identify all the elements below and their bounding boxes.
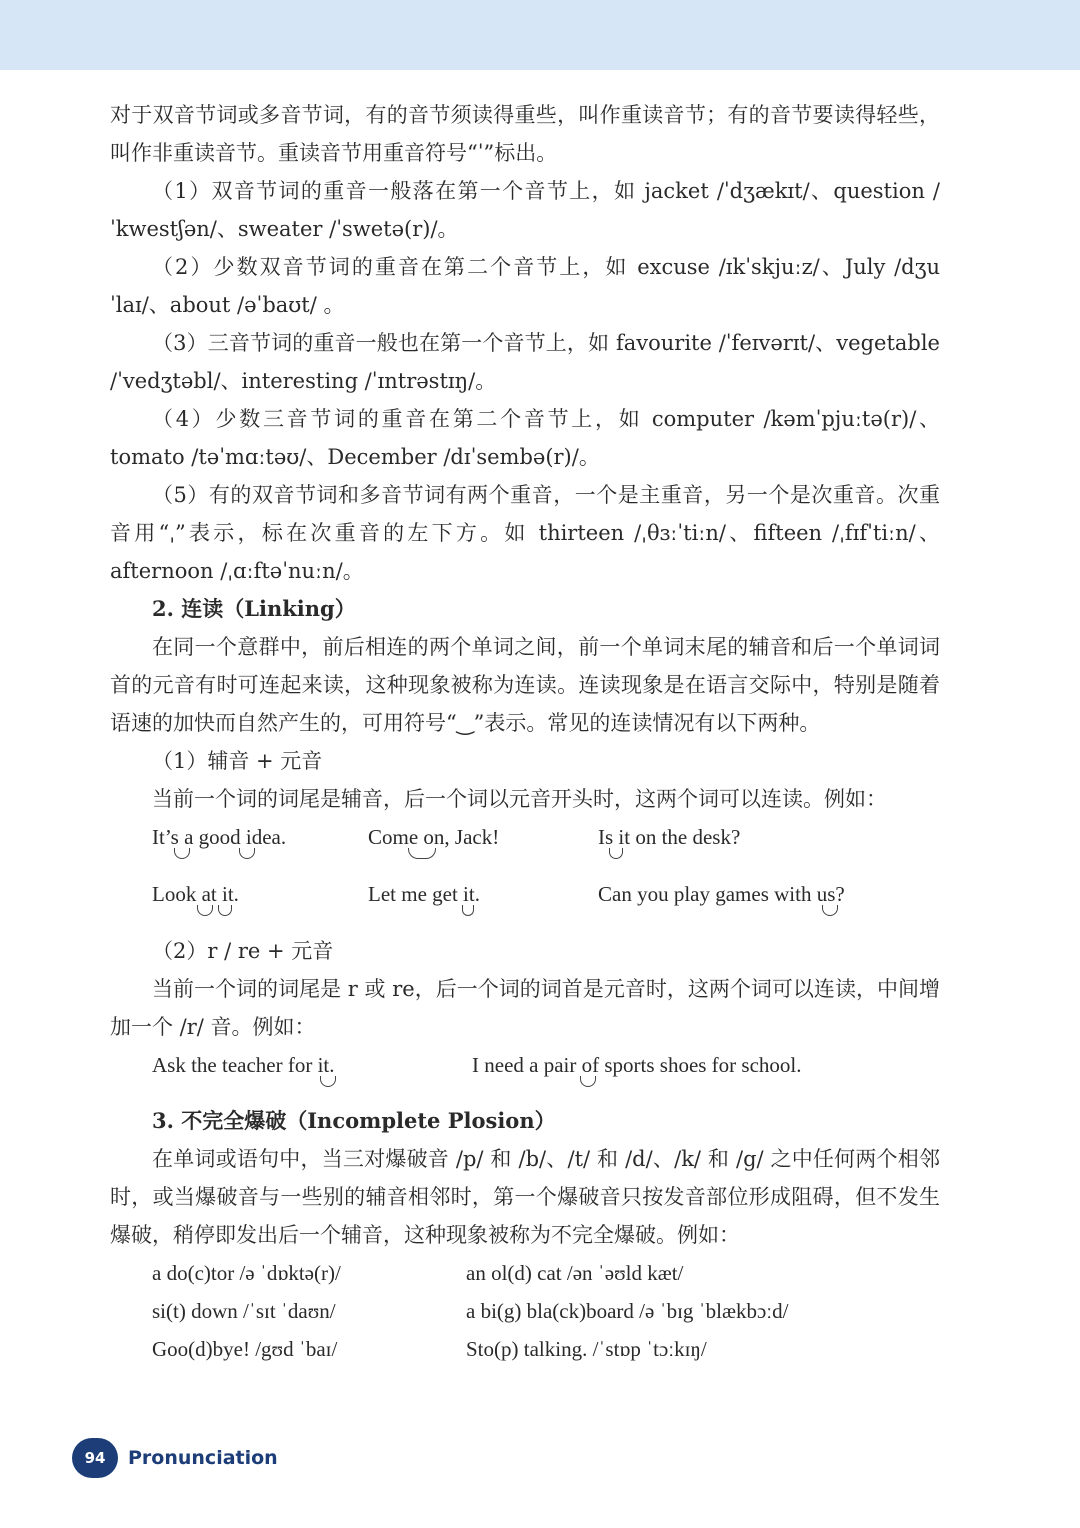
- plosion-example: Sto(p) talking. /ˈstɒp ˈtɔːkɪŋ/: [466, 1337, 707, 1361]
- linking-example: Let me get it.: [368, 875, 598, 913]
- plosion-heading: 3. 不完全爆破（Incomplete Plosion）: [152, 1108, 556, 1133]
- plosion-example: a do(c)tor /ə ˈdɒktə(r)/: [152, 1261, 341, 1285]
- page-number-badge: 94: [72, 1438, 118, 1478]
- linking-heading: 2. 连读（Linking）: [152, 596, 356, 621]
- linking-mark: [239, 848, 255, 859]
- linking-mark: [580, 1076, 596, 1087]
- linking-mark: [320, 1076, 336, 1087]
- stress-rule-4: （4）少数三音节词的重音在第二个音节上，如 computer /kəmˈpjuːtə(r)/、tomato /təˈmɑːtəʊ/、December /dɪˈsembə(r)/。: [110, 407, 941, 469]
- linking-example: Is it on the desk?: [598, 818, 898, 856]
- linking-example: It’s a good idea.: [152, 818, 368, 856]
- linking-mark: [609, 848, 623, 859]
- page-footer: [72, 1438, 278, 1478]
- linking-example: Come on, Jack!: [368, 818, 598, 856]
- linking-examples-row-2: [110, 875, 940, 932]
- stress-rule-3: （3）三音节词的重音一般也在第一个音节上，如 favourite /ˈfeɪvərɪt/、vegetable /ˈvedʒtəbl/、interesting /ˈɪntrəstɪŋ/。: [110, 331, 940, 393]
- linking-example: Can you play games with us?: [598, 875, 898, 913]
- header-band: [0, 0, 1080, 70]
- linking-case1-title: （1）辅音 + 元音: [152, 749, 323, 773]
- page-content: [110, 96, 940, 1368]
- linking-example: Ask the teacher for it.: [152, 1046, 472, 1084]
- plosion-example: si(t) down /ˈsɪt ˈdaʊn/: [152, 1299, 336, 1323]
- plosion-examples: [110, 1254, 940, 1368]
- linking-mark: [462, 905, 474, 916]
- linking-mark: [174, 848, 190, 859]
- stress-rule-1: （1）双音节词的重音一般落在第一个音节上，如 jacket /ˈdʒækɪt/、question /ˈkwestʃən/、sweater /ˈswetə(r)/。: [110, 179, 940, 241]
- stress-rule-5: （5）有的双音节词和多音节词有两个重音，一个是主重音，另一个是次重音。次重音用“ˌ”表示，标在次重音的左下方。如 thirteen /ˌθɜːˈtiːn/、fifteen /ˌfɪfˈtiːn/、afternoon /ˌɑːftəˈnuːn/。: [110, 483, 940, 583]
- linking-mark: [218, 905, 232, 916]
- section-name: Pronunciation: [128, 1447, 278, 1469]
- linking-example: Look at it.: [152, 875, 368, 913]
- linking-case2-desc: 当前一个词的词尾是 r 或 re，后一个词的词首是元音时，这两个词可以连读，中间增加一个 /r/ 音。例如：: [110, 977, 940, 1039]
- linking-mark: [197, 905, 213, 916]
- linking-case1-desc: 当前一个词的词尾是辅音，后一个词以元音开头时，这两个词可以连读。例如：: [152, 787, 887, 811]
- linking-example: I need a pair of sports shoes for school.: [472, 1046, 892, 1084]
- plosion-example: Goo(d)bye! /gʊd ˈbaɪ/: [152, 1337, 338, 1361]
- linking-examples-row-1: [110, 818, 940, 875]
- linking-case2-title: （2）r / re + 元音: [152, 939, 334, 963]
- linking-examples-row-3: [110, 1046, 940, 1092]
- stress-intro: 对于双音节词或多音节词，有的音节须读得重些，叫作重读音节；有的音节要读得轻些，叫作非重读音节。重读音节用重音符号“ˈ”标出。: [110, 103, 940, 165]
- linking-intro: 在同一个意群中，前后相连的两个单词之间，前一个单词末尾的辅音和后一个单词词首的元音有时可连起来读，这种现象被称为连读。连读现象是在语言交际中，特别是随着语速的加快而自然产生的，可用符号“‿”表示。常见的连读情况有以下两种。: [110, 635, 940, 735]
- plosion-example: a bi(g) bla(ck)board /ə ˈbɪg ˈblækbɔːd/: [466, 1299, 789, 1323]
- linking-mark: [408, 848, 436, 859]
- plosion-example: an ol(d) cat /ən ˈəʊld kæt/: [466, 1261, 684, 1285]
- stress-rule-2: （2）少数双音节词的重音在第二个音节上，如 excuse /ɪkˈskjuːz/、July /dʒuˈlaɪ/、about /əˈbaʊt/ 。: [110, 255, 940, 317]
- linking-mark: [822, 905, 838, 916]
- plosion-intro: 在单词或语句中，当三对爆破音 /p/ 和 /b/、/t/ 和 /d/、/k/ 和 /g/ 之中任何两个相邻时，或当爆破音与一些别的辅音相邻时，第一个爆破音只按发音部位形成阻碍，但不发生爆破，稍停即发出后一个辅音，这种现象被称为不完全爆破。例如：: [110, 1147, 940, 1247]
